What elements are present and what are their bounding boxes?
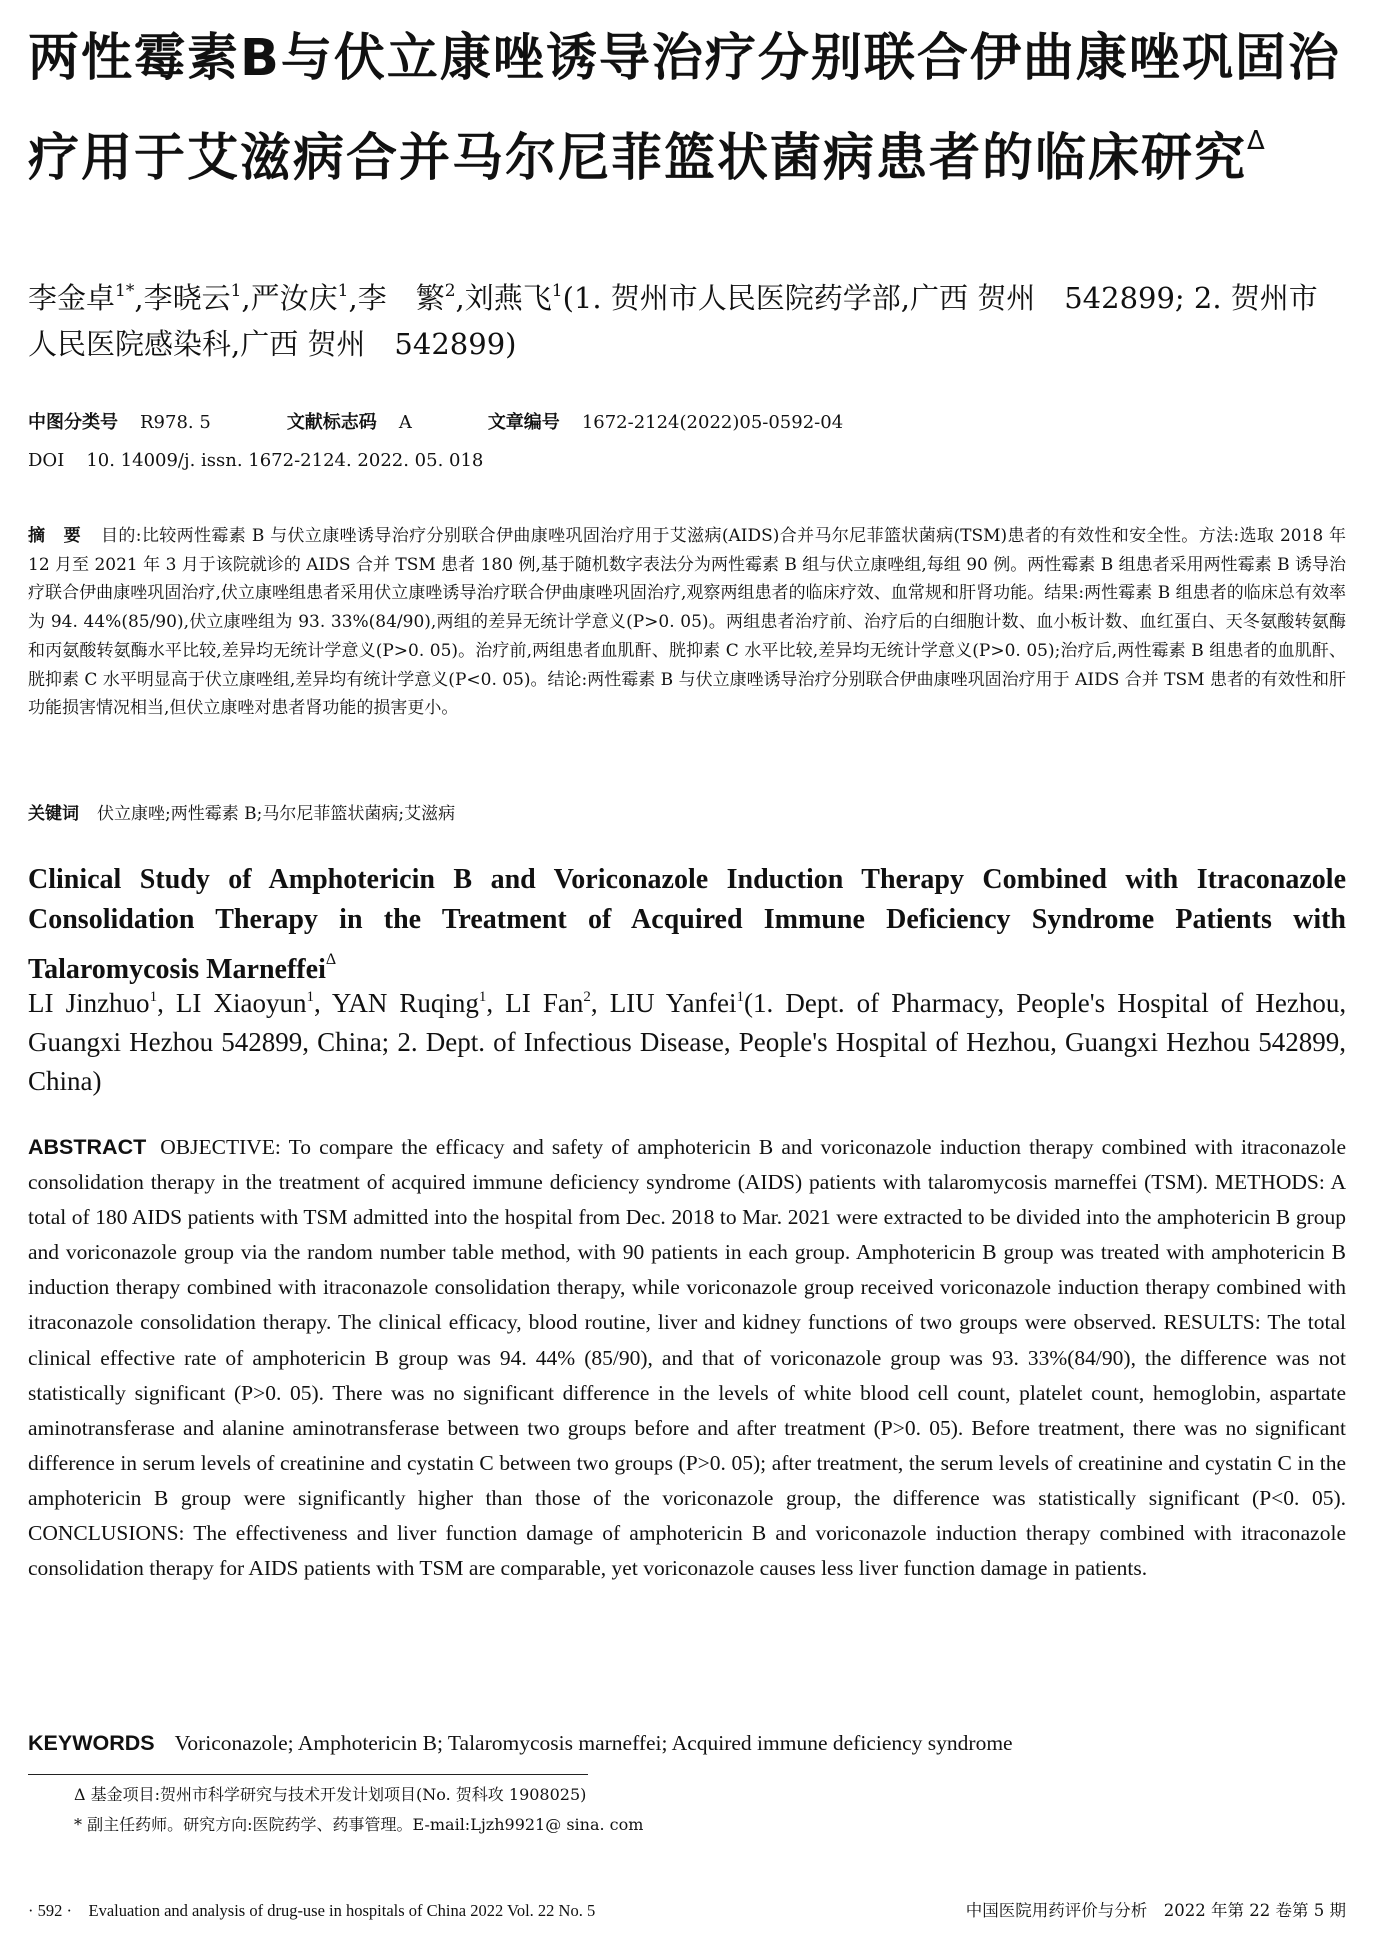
chinese-abstract-label: 摘 要 bbox=[28, 526, 88, 546]
english-keywords-text: Voriconazole; Amphotericin B; Talaromycosis marneffei; Acquired immune deficiency syndrome bbox=[174, 1731, 1013, 1755]
chinese-abstract-text: 目的:比较两性霉素 B 与伏立康唑诱导治疗分别联合伊曲康唑巩固治疗用于艾滋病(AIDS)合并马尔尼菲篮状菌病(TSM)患者的有效性和安全性。方法:选取 2018 年 12 月至 2021 年 3 月于该院就诊的 AIDS 合并 TSM 患者 180 例,基于随机数字表法分为两性霉素 B 组与伏立康唑组,每组 90 例。两性霉素 B 组患者采用两性霉素 B 诱导治疗联合伊曲康唑巩固治疗,伏立康唑组患者采用伏立康唑诱导治疗联合伊曲康唑巩固治疗,观察两组患者的临床疗效、血常规和肝肾功能。结果:两性霉素 B 组患者的临床总有效率为 94. 44%(85/90),伏立康唑组为 93. 33%(84/90),两组的差异无统计学意义(P>0. 05)。两组患者治疗前、治疗后的白细胞计数、血小板计数、血红蛋白、天冬氨酸转氨酶和丙氨酸转氨酶水平比较,差异均无统计学意义(P>0. 05)。治疗前,两组患者血肌酐、胱抑素 C 水平比较,差异均无统计学意义(P>0. 05);治疗后,两性霉素 B 组患者的血肌酐、胱抑素 C 水平明显高于伏立康唑组,差异均有统计学意义(P<0. 05)。结论:两性霉素 B 与伏立康唑诱导治疗分别联合伊曲康唑巩固治疗用于 AIDS 合并 TSM 患者的有效性和肝功能损害情况相当,但伏立康唑对患者肾功能的损害更小。 bbox=[28, 526, 1347, 719]
english-affiliations: (1. Dept. of Pharmacy, People's Hospital of Hezhou, Guangxi Hezhou 542899, China; 2. Dept. of Infectious Disease, People's Hospital of Hezhou, Guangxi Hezhou 542899, China) bbox=[28, 988, 1347, 1096]
clc-value: R978. 5 bbox=[140, 412, 211, 433]
chinese-keywords-text: 伏立康唑;两性霉素 B;马尔尼菲篮状菌病;艾滋病 bbox=[97, 804, 456, 824]
funding-mark: Δ bbox=[1247, 126, 1267, 156]
author-en: LIU Yanfei$^1$ bbox=[609, 988, 745, 1018]
english-abstract-text: OBJECTIVE: To compare the efficacy and safety of amphotericin B and voriconazole induction therapy combined with itraconazole consolidation therapy in the treatment of acquired immune deficiency syndrome (AIDS) patients with talaromycosis marneffei (TSM). METHODS: A total of 180 AIDS patients with TSM admitted into the hospital from Dec. 2018 to Mar. 2021 were extracted to be divided into the amphotericin B group and voriconazole group via the random number table method, with 90 patients in each group. Amphotericin B group was treated with amphotericin B induction therapy combined with itraconazole consolidation therapy, while voriconazole group received voriconazole induction therapy combined with itraconazole consolidation therapy. The clinical efficacy, blood routine, liver and kidney functions of two groups were observed. RESULTS: The total clinical effective rate of amphotericin B group was 94. 44% (85/90), and that of voriconazole group was 93. 33%(84/90), the difference was not statistically significant (P>0. 05). There was no significant difference in the levels of white blood cell count, platelet count, hemoglobin, aspartate aminotransferase and alanine aminotransferase between two groups before and after treatment (P>0. 05). Before treatment, there was no significant difference in serum levels of creatinine and cystatin C between two groups (P>0. 05); after treatment, the serum levels of creatinine and cystatin C in the amphotericin B group were significantly higher than those of the voriconazole group, the difference was statistically significant (P<0. 05). CONCLUSIONS: The effectiveness and liver function damage of amphotericin B and voriconazole induction therapy combined with itraconazole consolidation therapy for AIDS patients with TSM are comparable, yet voriconazole causes less liver function damage in patients. bbox=[28, 1135, 1346, 1581]
doc-code-value: A bbox=[398, 412, 412, 433]
english-title-text: Clinical Study of Amphotericin B and Voriconazole Induction Therapy Combined with Itraconazole Consolidation Therapy in the Treatment of Acquired Immune Deficiency Syndrome Patients with Talaromycosis Marneffei bbox=[28, 864, 1346, 985]
chinese-title bbox=[28, 18, 1346, 200]
english-keywords bbox=[28, 1727, 1346, 1759]
classification-row bbox=[28, 410, 843, 436]
chinese-keywords bbox=[28, 800, 1346, 828]
english-keywords-label: KEYWORDS bbox=[28, 1731, 155, 1755]
author-zh: 李 繁$^2$ bbox=[357, 281, 456, 315]
footnote-divider bbox=[28, 1774, 588, 1775]
doi-value: 10. 14009/j. issn. 1672-2124. 2022. 05. 018 bbox=[86, 450, 484, 471]
funding-footnote: Δ 基金项目:贺州市科学研究与技术开发计划项目(No. 贺科攻 1908025) bbox=[74, 1785, 587, 1804]
footer-journal-en: · 592 · Evaluation and analysis of drug-use in hospitals of China 2022 Vol. 22 No. 5 bbox=[28, 1901, 596, 1920]
footnotes bbox=[74, 1780, 643, 1840]
chinese-abstract bbox=[28, 522, 1346, 723]
author-zh: 刘燕飞$^1$ bbox=[464, 281, 563, 315]
author-en: LI Xiaoyun$^1$ bbox=[175, 988, 314, 1018]
article-no-label: 文章编号 bbox=[487, 412, 560, 433]
clc-label: 中图分类号 bbox=[28, 412, 118, 433]
author-zh: 李金卓$^{1*}$ bbox=[28, 281, 135, 315]
doc-code-label: 文献标志码 bbox=[286, 412, 377, 433]
english-abstract-label: ABSTRACT bbox=[28, 1135, 147, 1159]
chinese-authors: 李金卓$^{1*}$,李晓云$^1$,严汝庆$^1$,李 繁$^2$,刘燕飞$^1$(1. 贺州市人民医院药学部,广西 贺州 542899; 2. 贺州市人民医院感染科,广西 贺州 542899) bbox=[28, 281, 1318, 361]
chinese-affiliations: (1. 贺州市人民医院药学部,广西 贺州 542899; 2. 贺州市人民医院感染科,广西 贺州 542899) bbox=[28, 281, 1318, 361]
author-zh: 严汝庆$^1$ bbox=[250, 281, 349, 315]
english-funding-mark: Δ bbox=[325, 951, 337, 968]
paper-page bbox=[28, 0, 1346, 1940]
english-authors: LI Jinzhuo$^1$, LI Xiaoyun$^1$, YAN Ruqing$^1$, LI Fan$^2$, LIU Yanfei$^1$(1. Dept. of Pharmacy, People's Hospital of Hezhou, Guangxi Hezhou 542899, China; 2. Dept. of Infectious Disease, People's Hospital of Hezhou, Guangxi Hezhou 542899, China) bbox=[28, 988, 1347, 1096]
author-en: LI Jinzhuo$^1$ bbox=[28, 988, 158, 1018]
doi-label: DOI bbox=[28, 450, 65, 471]
english-abstract bbox=[28, 1130, 1346, 1586]
author-zh: 李晓云$^1$ bbox=[143, 281, 242, 315]
english-title bbox=[28, 860, 1346, 990]
doi-row bbox=[28, 448, 483, 474]
author-footnote: * 副主任药师。研究方向:医院药学、药事管理。E-mail:Ljzh9921@ sina. com bbox=[74, 1815, 644, 1834]
article-no-value: 1672-2124(2022)05-0592-04 bbox=[581, 412, 844, 433]
chinese-title-text: 两性霉素B与伏立康唑诱导治疗分别联合伊曲康唑巩固治疗用于艾滋病合并马尔尼菲篮状菌病患者的临床研究 bbox=[28, 29, 1341, 188]
author-en: YAN Ruqing$^1$ bbox=[331, 988, 487, 1018]
chinese-keywords-label: 关键词 bbox=[28, 804, 79, 824]
author-en: LI Fan$^2$ bbox=[505, 988, 591, 1018]
footer-journal-zh: 中国医院用药评价与分析 2022 年第 22 卷第 5 期 bbox=[965, 1901, 1346, 1920]
